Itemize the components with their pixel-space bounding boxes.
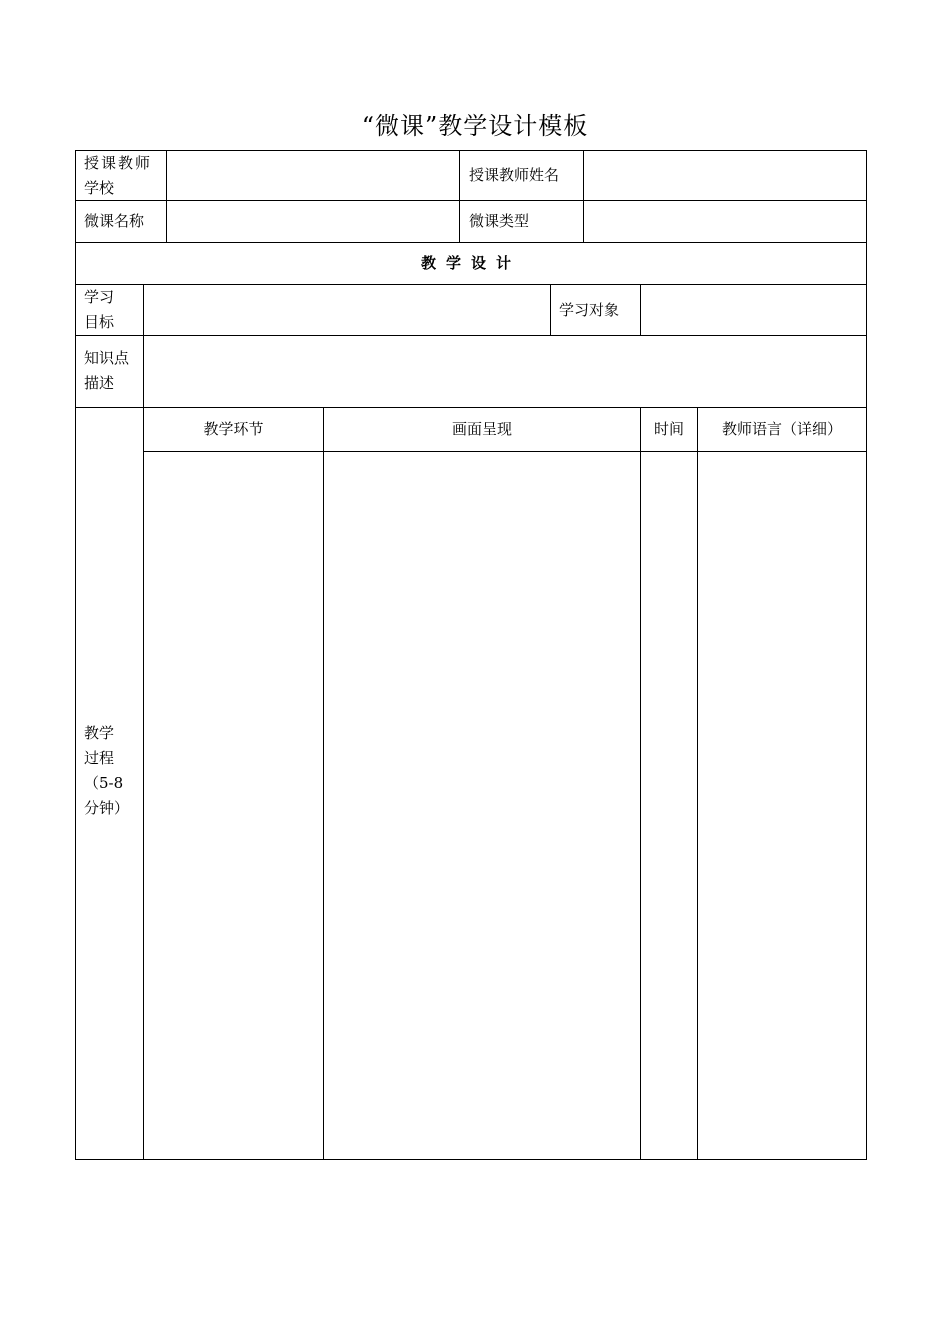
course-name-input-cell[interactable] [167, 201, 458, 242]
audience-label: 学习对象 [559, 301, 620, 319]
objective-input-cell[interactable] [144, 285, 549, 335]
school-label: 授课教师 [84, 154, 153, 172]
objective-label-cont: 目标 [84, 313, 115, 331]
row-divider [75, 242, 867, 243]
screen-input-cell[interactable] [324, 452, 640, 1159]
process-label-line2: 过程 [84, 749, 115, 767]
col-divider [550, 284, 551, 336]
time-input-cell[interactable] [641, 452, 697, 1159]
section-title: 教学设计 [420, 254, 521, 272]
process-label-line4: 分钟） [84, 799, 130, 817]
course-type-label: 微课类型 [469, 212, 530, 230]
table-border-left [75, 150, 76, 1160]
column-header-time: 时间 [653, 420, 684, 438]
knowledge-label-cont: 描述 [84, 374, 115, 392]
course-type-input-cell[interactable] [584, 201, 866, 242]
knowledge-input-cell[interactable] [144, 336, 866, 407]
stage-input-cell[interactable] [144, 452, 323, 1159]
table-border-right [866, 150, 867, 1160]
process-label: 教学 [84, 724, 115, 742]
column-header-teacher-language: 教师语言（详细） [721, 420, 842, 438]
lesson-design-table [75, 150, 867, 1160]
teacher-name-label: 授课教师姓名 [469, 166, 560, 184]
process-label-line3: （5-8 [84, 774, 124, 792]
column-header-screen: 画面呈现 [451, 420, 512, 438]
school-label-cont: 学校 [84, 179, 115, 197]
school-input-cell[interactable] [167, 151, 458, 200]
objective-label: 学习 [84, 288, 115, 306]
row-divider [75, 407, 867, 408]
teacher-name-input-cell[interactable] [584, 151, 866, 200]
column-header-stage: 教学环节 [203, 420, 264, 438]
page-title: “微课”教学设计模板 [361, 112, 589, 140]
table-border-bottom [75, 1159, 867, 1160]
teacher-language-input-cell[interactable] [698, 452, 866, 1159]
course-name-label: 微课名称 [84, 212, 145, 230]
knowledge-label: 知识点 [84, 349, 130, 367]
col-divider [459, 150, 460, 243]
audience-input-cell[interactable] [641, 285, 866, 335]
